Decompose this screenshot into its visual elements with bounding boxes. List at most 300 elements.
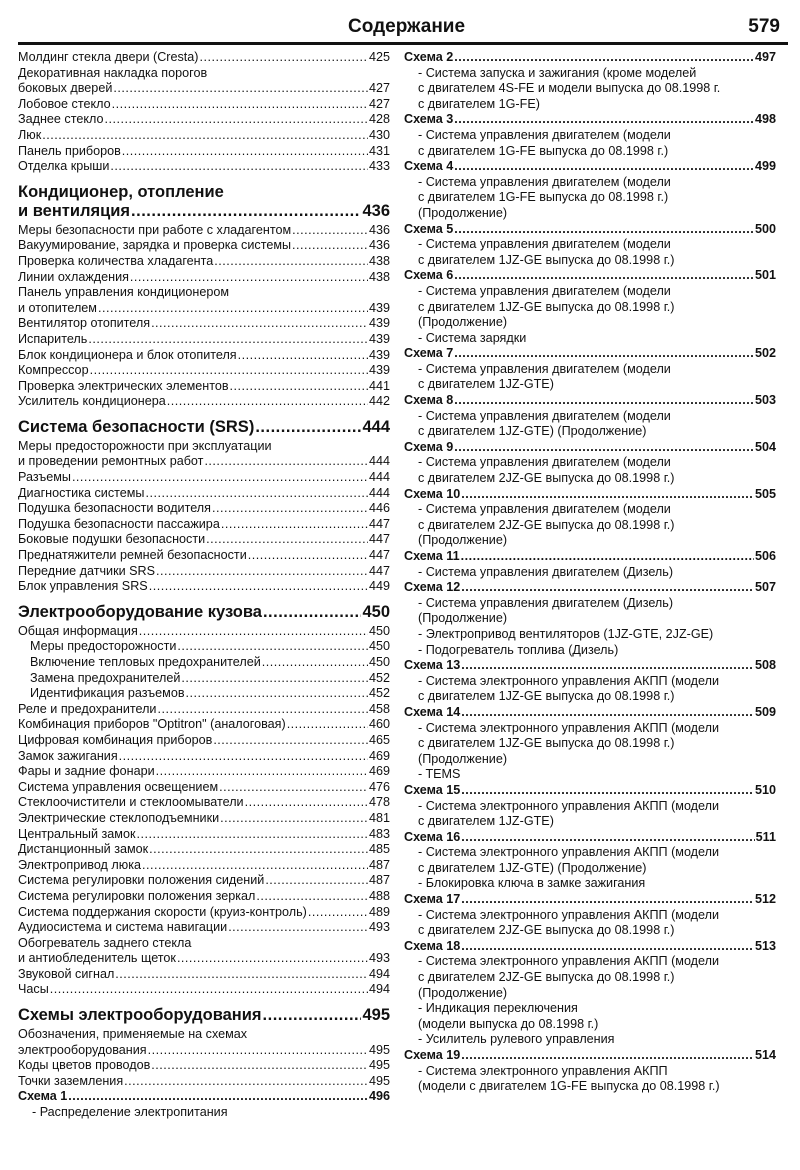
scheme-description: - TEMS [418,767,461,782]
dot-leader [130,270,368,286]
toc-entry [18,717,390,733]
scheme-description: - Система управления двигателем (модели [418,361,671,376]
toc-entry [18,128,390,144]
scheme-entry-title: Схема 5 [404,221,454,236]
scheme-description: - Система зарядки [418,330,527,345]
toc-entry-line: Декоративная накладка порогов [18,65,208,80]
dot-leader [136,827,368,843]
toc-entry-title: Комбинация приборов "Optitron" (аналоговая) [18,717,286,732]
scheme-description: - Система электронного управления АКПП (модели [418,845,719,860]
toc-entry [18,1074,390,1090]
dot-leader [88,332,368,348]
scheme-description: - Система управления двигателем (модели [418,408,671,423]
dot-leader [461,830,754,846]
scheme-entry-title: Схема 3 [404,112,454,127]
toc-entry [18,454,390,470]
scheme-entry [404,939,776,955]
scheme-description: - Система запуска и зажигания (кроме моделей [418,65,697,80]
scheme-entry-title: Схема 19 [404,1048,461,1062]
scheme-entry-page: 511 [755,829,776,844]
toc-entry-page: 427 [368,81,390,96]
section-entry-page: 495 [362,1006,390,1025]
scheme-entry [404,783,776,799]
toc-entry-page: 493 [368,920,390,935]
dot-leader [461,892,754,908]
dot-leader [454,268,754,284]
dot-leader [157,702,368,718]
scheme-description: (Продолжение) [418,315,508,330]
scheme-entry-title: Схема 8 [404,393,454,408]
scheme-entry [404,830,776,846]
scheme-entry [404,159,776,175]
dot-leader [256,889,368,905]
dot-leader [454,222,754,238]
toc-entry-page: 431 [368,143,390,158]
toc-entry-page: 494 [368,982,390,997]
scheme-entry-title: Схема 18 [404,938,461,953]
toc-entry [18,486,390,502]
toc-entry-page: 487 [368,857,390,872]
toc-entry-page: 447 [368,548,390,563]
toc-entry-page: 494 [368,966,390,981]
toc-entry-title: Молдинг стекла двери (Cresta) [18,50,199,64]
toc-entry-title: и отопителем [18,300,97,315]
scheme-description: - Блокировка ключа в замке зажигания [418,876,646,891]
toc-entry [18,379,390,395]
dot-leader [454,112,754,128]
scheme-description: - Система электронного управления АКПП [418,1063,668,1078]
toc-entry-line: Меры предосторожности при эксплуатации [18,438,272,453]
scheme-entry [404,549,776,580]
toc-entry [18,97,390,113]
toc-entry-page: 430 [368,127,390,142]
scheme-entry-page: 505 [754,486,776,501]
section-entry-page: 450 [362,602,390,621]
toc-entry-page: 493 [368,951,390,966]
section-entry-page: 436 [362,201,390,220]
dot-leader [230,379,368,395]
toc-entry-page: 478 [368,795,390,810]
toc-entry [18,1043,390,1059]
toc-entry [18,348,390,364]
scheme-description: с двигателем 2JZ-GE выпуска до 08.1998 г.) [418,517,675,532]
dot-leader [238,348,368,364]
toc-entry-page: 469 [368,748,390,763]
toc-entry-title: Испаритель [18,331,88,346]
toc-entry [18,733,390,749]
dot-leader [156,564,368,580]
dot-leader [119,749,368,765]
toc-entry-title: Проверка электрических элементов [18,378,229,393]
dot-leader [105,112,368,128]
dot-leader [149,579,368,595]
scheme-entry-page: 513 [754,938,776,953]
toc-entry-title: Подушка безопасности водителя [18,501,211,516]
scheme-entry [404,783,776,830]
toc-entry-title: Компрессор [18,363,89,378]
toc-entry-title: Боковые подушки безопасности [18,532,206,547]
toc-entry-page: 447 [368,532,390,547]
toc-entry [18,686,390,702]
section-entry [18,1006,390,1025]
dot-leader [287,717,368,733]
dot-leader [98,301,368,317]
scheme-description: - Система электронного управления АКПП (модели [418,907,719,922]
dot-leader [206,532,368,548]
toc-entry-page: 450 [368,639,390,654]
dot-leader [461,549,754,565]
section-entry [18,603,390,622]
toc-entry-title: Меры безопасности при работе с хладагентом [18,222,292,237]
scheme-description: - Система электронного управления АКПП (модели [418,720,719,735]
scheme-entry [404,892,776,939]
dot-leader [220,811,368,827]
scheme-description: - Система управления двигателем (модели [418,237,671,252]
dot-leader [454,393,754,409]
toc-entry [18,780,390,796]
scheme-entry-page: 504 [754,439,776,454]
dot-leader [214,254,368,270]
dot-leader [308,905,368,921]
toc-entry-page: 488 [368,888,390,903]
dot-leader [263,603,362,622]
scheme-entry-page: 510 [754,782,776,797]
toc-entry-page: 449 [368,579,390,594]
toc-entry [18,702,390,718]
scheme-entry [404,892,776,908]
toc-entry-title: электрооборудования [18,1042,147,1057]
scheme-description: - Система управления двигателем (модели [418,502,671,517]
scheme-entry-title: Схема 10 [404,486,461,501]
toc-entry-title: Меры предосторожности [30,639,177,654]
scheme-entry [404,580,776,658]
dot-leader [112,97,368,113]
toc-entry-title: Диагностика системы [18,485,145,500]
toc-entry-title: Блок управления SRS [18,579,148,594]
dot-leader [131,202,361,221]
scheme-description: - Система электронного управления АКПП (модели [418,798,719,813]
toc-entry [18,639,390,655]
toc-entry [18,579,390,595]
toc-entry-title: Цифровая комбинация приборов [18,732,213,747]
scheme-entry [404,549,776,565]
toc-entry [18,238,390,254]
toc-entry-title: Идентификация разъемов [30,686,185,701]
toc-column-left [18,50,390,1121]
dot-leader [122,144,368,160]
toc-entry-page: 444 [368,454,390,469]
scheme-entry-title: Схема 1 [18,1089,68,1104]
toc-entry [18,749,390,765]
scheme-description: с двигателем 2JZ-GE выпуска до 08.1998 г.) [418,923,675,938]
section-heading-line: Кондиционер, отопление [18,182,224,201]
toc-entry-page: 447 [368,516,390,531]
scheme-description: - Электропривод вентиляторов (1JZ-GTE, 2JZ-GE) [418,626,714,641]
dot-leader [90,363,368,379]
toc-entry-page: 441 [368,378,390,393]
toc-entry-title: Электропривод люка [18,857,141,872]
toc-entry-page: 465 [368,732,390,747]
dot-leader [461,658,754,674]
toc-entry-title: Подушка безопасности пассажира [18,516,220,531]
dot-leader [221,517,368,533]
dot-leader [219,780,368,796]
section-entry [18,202,390,221]
toc-entry-title: Вентилятор отопителя [18,316,151,331]
toc-entry [18,223,390,239]
toc-entry [18,301,390,317]
dot-leader [200,50,368,66]
scheme-entry-title: Схема 9 [404,439,454,454]
dot-leader [212,501,368,517]
dot-leader [461,705,754,721]
scheme-entry [18,1089,390,1120]
scheme-entry [404,1048,776,1095]
toc-entry-title: Люк [18,127,42,142]
page-number: 579 [748,16,780,37]
dot-leader [255,418,361,437]
section-entry-title: Схемы электрооборудования [18,1006,262,1025]
toc-entry-title: Заднее стекло [18,112,104,127]
toc-entry-title: Лобовое стекло [18,96,111,111]
toc-entry-title: Фары и задние фонари [18,764,155,779]
toc-entry-page: 447 [368,563,390,578]
scheme-description: - Распределение электропитания [32,1105,228,1120]
toc-entry [18,144,390,160]
scheme-entry [18,1089,390,1105]
scheme-description: с двигателем 1JZ-GE выпуска до 08.1998 г.) [418,299,675,314]
dot-leader [113,81,368,97]
toc-entry-title: Звуковой сигнал [18,966,115,981]
dot-leader [461,487,754,503]
toc-entry-title: Проверка количества хладагента [18,253,214,268]
dot-leader [177,951,368,967]
toc-entry-page: 438 [368,253,390,268]
toc-entry [18,159,390,175]
scheme-description: (Продолжение) [418,751,508,766]
toc-entry [18,517,390,533]
scheme-entry [404,830,776,892]
toc-entry-title: Система регулировки положения сидений [18,873,265,888]
toc-entry-title: Линии охлаждения [18,269,129,284]
scheme-entry-page: 503 [754,393,776,408]
scheme-entry [404,580,776,596]
toc-entry [18,795,390,811]
scheme-entry [404,1048,776,1064]
toc-entry [18,316,390,332]
scheme-description: (модели выпуска до 08.1998 г.) [418,1016,599,1031]
dot-leader [454,50,754,66]
scheme-entry-page: 499 [754,159,776,174]
dot-leader [454,159,754,175]
toc-entry-title: Замок зажигания [18,748,118,763]
toc-entry-page: 489 [368,904,390,919]
toc-entry-title: Передние датчики SRS [18,563,156,578]
dot-leader [167,394,368,410]
dot-leader [186,686,368,702]
toc-entry [18,332,390,348]
scheme-entry-page: 506 [754,549,776,563]
section-heading [18,603,390,622]
toc-entry-title: Точки заземления [18,1073,124,1088]
toc-column-right [404,50,776,1095]
toc-entry-page: 476 [368,779,390,794]
scheme-entry [404,50,776,112]
toc-entry [18,548,390,564]
toc-entry-page: 495 [368,1058,390,1073]
toc-entry [18,624,390,640]
toc-entry-page: 450 [368,655,390,669]
dot-leader [213,733,368,749]
scheme-entry [404,222,776,238]
toc-entry-title: Разъемы [18,470,71,485]
toc-entry [18,564,390,580]
scheme-description: (Продолжение) [418,533,508,548]
scheme-description: с двигателем 1G-FE) [418,96,540,111]
scheme-description: с двигателем 1JZ-GE выпуска до 08.1998 г.) [418,252,675,267]
scheme-entry-page: 501 [754,268,776,283]
scheme-description: с двигателем 1G-FE выпуска до 08.1998 г.) [418,143,669,158]
toc-entry-page: 436 [368,238,390,253]
scheme-description: - Система управления двигателем (Дизель) [418,564,674,579]
toc-entry-title: Замена предохранителей [30,670,181,685]
toc-entry-title: Блок кондиционера и блок отопителя [18,347,237,362]
scheme-description: с двигателем 1JZ-GE выпуска до 08.1998 г.) [418,689,675,704]
section-entry-title: Система безопасности (SRS) [18,417,255,436]
scheme-entry-title: Схема 6 [404,268,454,283]
scheme-description: (модели с двигателем 1G-FE выпуска до 08.1998 г.) [418,1079,720,1094]
toc-entry-title: боковых дверей [18,81,113,96]
dot-leader [148,1043,368,1059]
scheme-description: (Продолжение) [418,985,508,1000]
toc-entry-page: 425 [368,50,390,64]
toc-entry-page: 452 [368,670,390,685]
dot-leader [248,548,368,564]
scheme-entry-page: 500 [754,221,776,236]
scheme-description: - Индикация переключения [418,1001,578,1016]
dot-leader [204,454,368,470]
dot-leader [110,159,368,175]
scheme-description: - Система управления двигателем (модели [418,174,671,189]
toc-entry-page: 439 [368,300,390,315]
scheme-entry-title: Схема 15 [404,782,461,797]
toc-entry-page: 444 [368,485,390,500]
toc-entry [18,827,390,843]
toc-entry-page: 433 [368,159,390,174]
dot-leader [177,639,368,655]
scheme-description: - Система электронного управления АКПП (модели [418,673,719,688]
toc-entry-line: Обозначения, применяемые на схемах [18,1027,248,1042]
scheme-description: с двигателем 2JZ-GE выпуска до 08.1998 г.) [418,970,675,985]
scheme-entry [404,268,776,284]
toc-entry-page: 444 [368,470,390,485]
section-entry-title: и вентиляция [18,201,131,220]
scheme-description: (Продолжение) [418,611,508,626]
toc-entry-page: 446 [368,501,390,516]
section-entry-page: 444 [362,417,390,436]
toc-entry [18,905,390,921]
scheme-entry-page: 498 [754,112,776,127]
toc-entry-page: 458 [368,701,390,716]
toc-entry-page: 428 [368,112,390,127]
dot-leader [142,858,368,874]
scheme-entry [404,487,776,503]
toc-entry-page: 485 [368,842,390,857]
toc-entry-page: 439 [368,331,390,346]
toc-entry-page: 452 [368,686,390,701]
scheme-description: с двигателем 1JZ-GTE) [418,814,554,829]
scheme-entry-title: Схема 11 [404,549,460,563]
dot-leader [461,580,754,596]
toc-entry-title: Реле и предохранители [18,701,157,716]
toc-entry-title: и проведении ремонтных работ [18,454,204,469]
toc-entry-title: Аудиосистема и система навигации [18,920,228,935]
dot-leader [156,764,368,780]
toc-entry-title: Дистанционный замок [18,842,149,857]
scheme-entry-title: Схема 2 [404,50,454,64]
toc-entry-title: Центральный замок [18,826,136,841]
scheme-description: с двигателем 1JZ-GE выпуска до 08.1998 г.) [418,736,675,751]
scheme-entry-title: Схема 13 [404,658,461,673]
dot-leader [454,346,754,362]
dot-leader [139,624,368,640]
toc-entry-page: 469 [368,764,390,779]
toc-entry-line: Обогреватель заднего стекла [18,935,192,950]
dot-leader [124,1074,368,1090]
dot-leader [461,939,754,955]
toc-entry-page: 495 [368,1073,390,1088]
scheme-description: - Подогреватель топлива (Дизель) [418,642,619,657]
toc-entry-title: Включение тепловых предохранителей [30,655,261,669]
toc-entry [18,532,390,548]
toc-entry-page: 481 [368,810,390,825]
toc-entry-page: 460 [368,717,390,732]
scheme-entry-title: Схема 7 [404,346,454,361]
scheme-entry [404,440,776,487]
toc-entry [18,889,390,905]
scheme-description: с двигателем 1JZ-GTE) (Продолжение) [418,860,647,875]
section-heading [18,418,390,437]
scheme-entry [404,705,776,721]
scheme-entry [404,658,776,705]
section-entry [18,418,390,437]
toc-entry-title: Общая информация [18,623,138,638]
scheme-description: с двигателем 2JZ-GE выпуска до 08.1998 г.) [418,471,675,486]
dot-leader [72,470,368,486]
dot-leader [461,783,754,799]
dot-leader [461,1048,754,1064]
dot-leader [265,873,368,889]
toc-entry-page: 495 [368,1042,390,1057]
section-entry-title: Электрооборудование кузова [18,602,262,621]
scheme-entry [404,159,776,221]
scheme-entry-page: 507 [754,580,776,595]
toc-entry [18,50,390,66]
toc-entry-page: 442 [368,394,390,409]
scheme-entry [404,112,776,159]
toc-entry [18,254,390,270]
toc-entry [18,873,390,889]
toc-entry [18,470,390,486]
dot-leader [228,920,368,936]
page-title: Содержание [348,16,466,37]
toc-entry [18,967,390,983]
scheme-description: - Система управления двигателем (модели [418,455,671,470]
toc-entry [18,81,390,97]
dot-leader [292,238,368,254]
scheme-description: - Система управления двигателем (Дизель) [418,595,674,610]
scheme-description: с двигателем 1JZ-GTE) (Продолжение) [418,424,647,439]
